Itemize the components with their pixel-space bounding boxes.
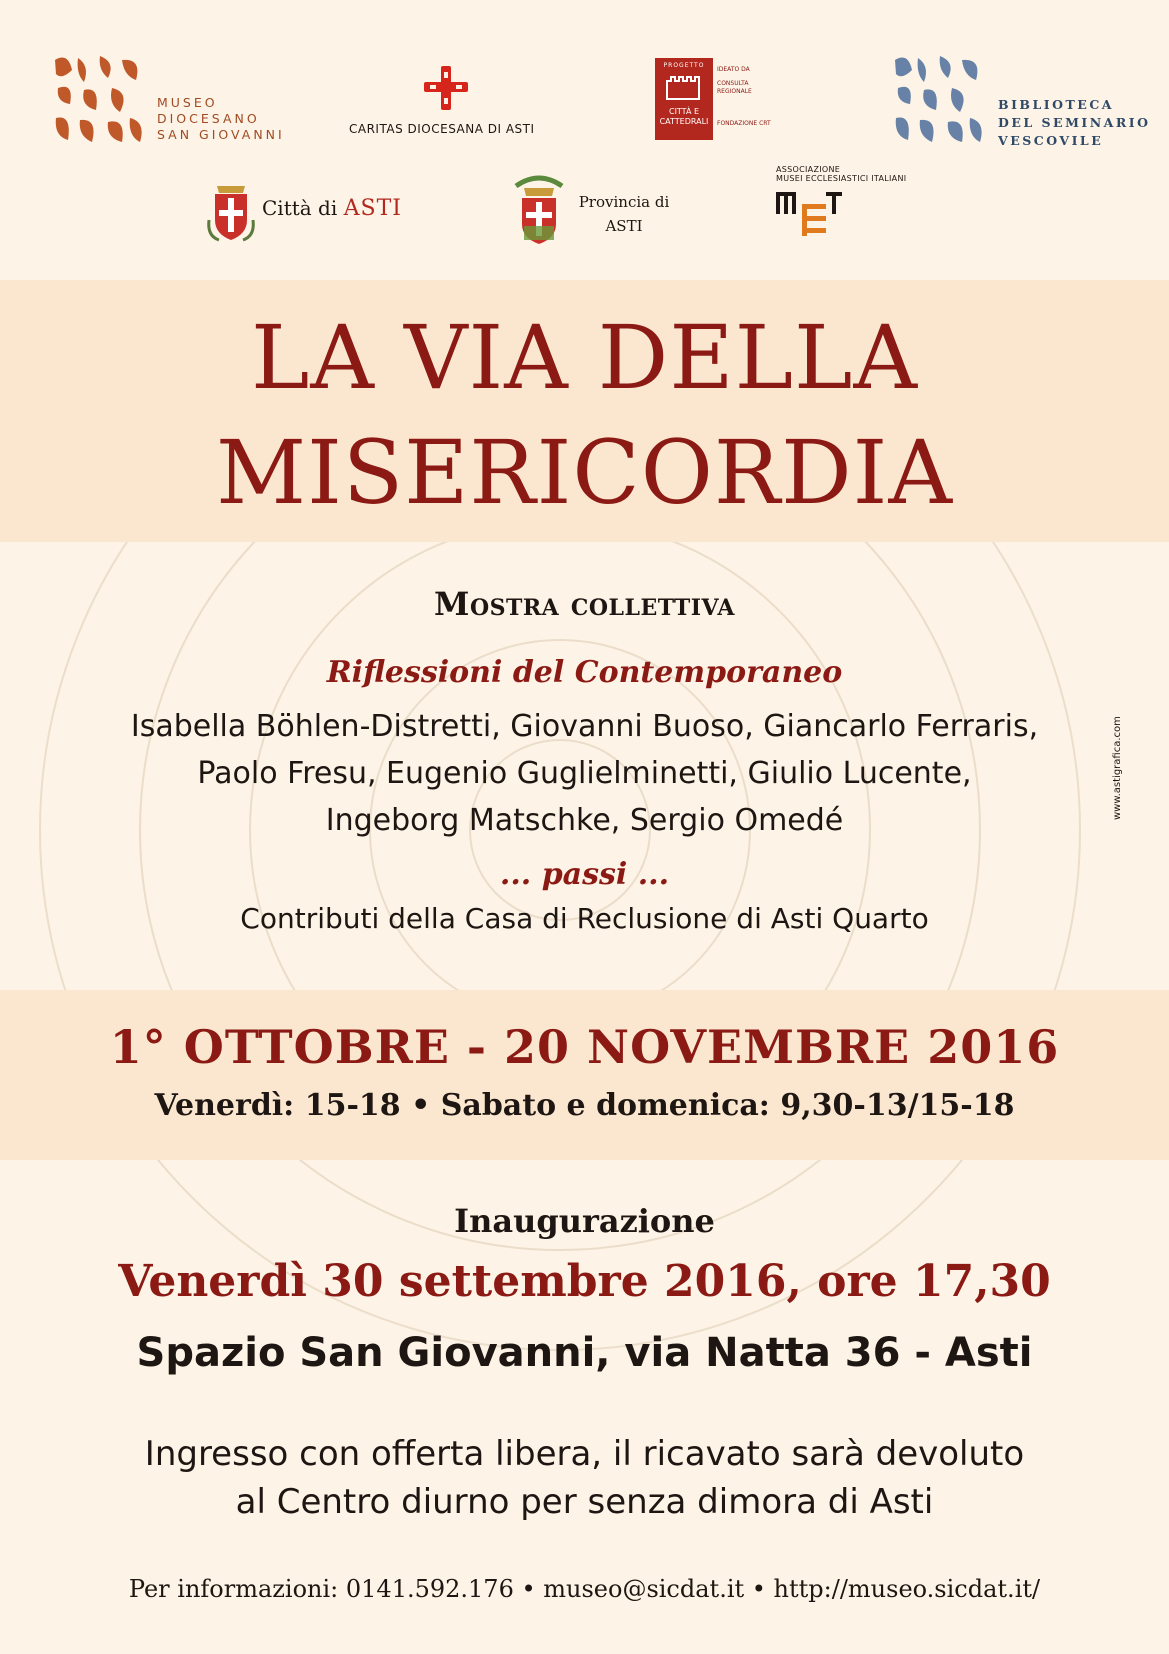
progetto-ideato: IDEATO DA	[717, 66, 750, 73]
progetto-name	[655, 107, 713, 127]
biblioteca-line: BIBLIOTECA	[998, 97, 1114, 112]
page-title	[0, 300, 1169, 530]
artist-line: Isabella Böhlen-Distretti, Giovanni Buoso, Giancarlo Ferraris,	[130, 709, 1039, 744]
museo-line: MUSEO	[157, 95, 218, 110]
progetto-red-block	[655, 58, 713, 140]
museo-pattern-icon	[50, 52, 148, 147]
citta-prefix: Città di	[262, 196, 338, 220]
amei-line: MUSEI ECCLESIASTICI ITALIANI	[776, 174, 907, 183]
riflessioni-heading: Riflessioni del Contemporaneo	[326, 655, 843, 690]
designer-credit: www.astigrafica.com	[1112, 716, 1123, 820]
ingresso-line: al Centro diurno per senza dimora di Asti	[235, 1482, 934, 1522]
biblioteca-line: VESCOVILE	[998, 133, 1104, 148]
progetto-consulta: CONSULTA REGIONALE	[717, 80, 752, 95]
progetto-name-line: CITTÀ E	[668, 107, 700, 116]
passi-heading: ... passi ...	[499, 857, 670, 892]
biblioteca-pattern-icon	[890, 52, 988, 147]
progetto-crt-text: CRT	[759, 120, 771, 127]
title-line: MISERICORDIA	[215, 421, 953, 524]
caritas-cross-icon	[418, 60, 474, 116]
inaugurazione-label: Inaugurazione	[454, 1202, 715, 1240]
progetto-header: PROGETTO	[663, 62, 705, 69]
ingresso-line: Ingresso con offerta libera, il ricavato sarà devoluto	[144, 1434, 1025, 1474]
provincia-crest-icon	[510, 168, 568, 246]
progetto-name-line: CATTEDRALI	[659, 117, 709, 126]
biblioteca-line: DEL SEMINARIO	[998, 115, 1151, 130]
ingresso-text	[0, 1430, 1169, 1526]
citta-logo-text	[262, 196, 402, 221]
provincia-line: Provincia di	[578, 193, 670, 211]
contributi-text: Contributi della Casa di Reclusione di Asti Quarto	[240, 902, 929, 935]
exhibition-dates: 1° OTTOBRE - 20 NOVEMBRE 2016	[109, 1020, 1060, 1074]
contact-info: Per informazioni: 0141.592.176 • museo@sicdat.it • http://museo.sicdat.it/	[128, 1575, 1041, 1603]
artist-line: Paolo Fresu, Eugenio Guglielminetti, Giulio Lucente,	[197, 756, 972, 791]
subtitle: Mostra collettiva	[434, 585, 735, 623]
progetto-text	[717, 66, 779, 128]
progetto-fondazione	[717, 120, 779, 128]
museo-line: DIOCESANO	[157, 111, 260, 126]
asti-crest-icon	[205, 180, 257, 244]
amei-logo-icon	[776, 188, 856, 246]
inaugurazione-date: Venerdì 30 settembre 2016, ore 17,30	[118, 1256, 1051, 1307]
title-line: LA VIA DELLA	[250, 306, 918, 409]
venue: Spazio San Giovanni, via Natta 36 - Asti	[136, 1330, 1033, 1376]
progetto-logo	[655, 58, 783, 142]
caritas-label: CARITAS DIOCESANA DI ASTI	[349, 122, 535, 136]
amei-logo-text	[776, 165, 906, 183]
provincia-line: ASTI	[605, 217, 643, 235]
dates-band	[0, 990, 1169, 1160]
progetto-fondazione-text: FONDAZIONE	[717, 120, 758, 127]
museo-logo-text	[157, 95, 285, 143]
artist-line: Ingeborg Matschke, Sergio Omedé	[325, 803, 844, 838]
museo-line: SAN GIOVANNI	[157, 127, 285, 142]
opening-hours: Venerdì: 15-18 • Sabato e domenica: 9,30-13/15-18	[154, 1088, 1015, 1123]
citta-name: ASTI	[343, 196, 402, 221]
amei-line: ASSOCIAZIONE	[776, 165, 841, 174]
castle-icon	[655, 69, 713, 103]
provincia-logo-text	[574, 190, 674, 238]
artist-list	[0, 703, 1169, 844]
biblioteca-logo-text	[998, 96, 1151, 150]
